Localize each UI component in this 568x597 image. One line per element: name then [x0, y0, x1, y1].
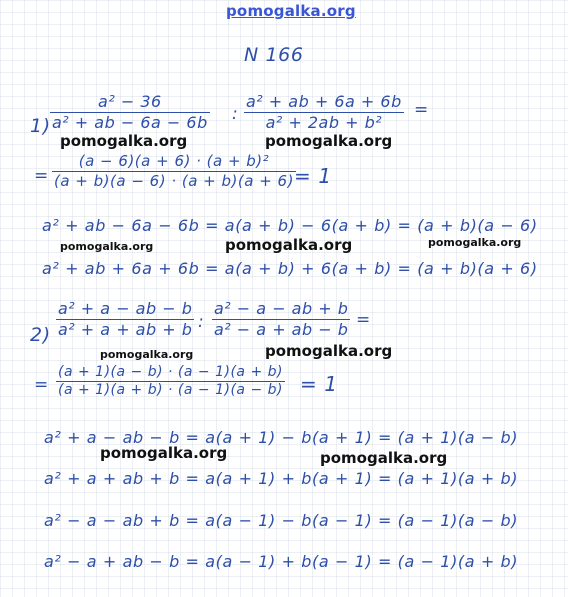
watermark: pomogalka.org: [100, 444, 228, 462]
part1-lead-equals: =: [34, 166, 49, 186]
part2-label: 2): [30, 324, 51, 346]
part1-equals-sign: =: [414, 100, 429, 120]
part1-result: = 1: [294, 164, 332, 188]
part2-result: = 1: [300, 372, 338, 396]
part1-factor-line-1: a² + ab − 6a − 6b = a(a + b) − 6(a + b) = (a + b)(a − 6): [42, 216, 538, 235]
part1-fraction-1: [50, 92, 210, 132]
part1-fraction-2: [244, 92, 404, 132]
problem-number: N 166: [244, 44, 304, 66]
part1-fraction-3: [52, 152, 296, 190]
part2-factor-line-3: a² − a − ab + b = a(a − 1) − b(a − 1) = (a − 1)(a − b): [44, 511, 519, 530]
watermark: pomogalka.org: [225, 236, 353, 254]
part2-factor-line-4: a² − a + ab − b = a(a − 1) + b(a − 1) = (a − 1)(a + b): [44, 552, 519, 571]
part1-divide-sign: :: [232, 104, 239, 124]
watermark: pomogalka.org: [320, 449, 448, 467]
part2-fraction-2: [212, 299, 350, 339]
part2-fraction-1: [56, 299, 194, 339]
part1-label: 1): [30, 115, 51, 137]
part2-lead-equals: =: [34, 375, 49, 395]
part2-factor-line-1: a² + a − ab − b = a(a + 1) − b(a + 1) = (a + 1)(a − b): [44, 428, 519, 447]
part1-fraction-3-numerator: (a − 6)(a + 6) · (a + b)²: [52, 152, 296, 172]
part1-fraction-3-denominator: (a + b)(a − 6) · (a + b)(a + 6): [54, 172, 294, 190]
part2-divide-sign: :: [198, 312, 205, 332]
watermark: pomogalka.org: [60, 240, 154, 253]
part1-factor-line-2: a² + ab + 6a + 6b = a(a + b) + 6(a + b) = (a + b)(a + 6): [42, 259, 538, 278]
part1-fraction-2-denominator: a² + 2ab + b²: [265, 113, 383, 132]
site-link[interactable]: pomogalka.org: [226, 2, 356, 20]
part2-fraction-3-denominator: (a + 1)(a + b) · (a − 1)(a − b): [58, 382, 283, 398]
part2-fraction-1-denominator: a² + a + ab + b: [58, 320, 193, 339]
part2-equals-sign: =: [356, 310, 371, 330]
part1-fraction-2-numerator: a² + ab + 6a + 6b: [246, 92, 402, 111]
part2-factor-line-2: a² + a + ab + b = a(a + 1) + b(a + 1) = (a + 1)(a + b): [44, 469, 519, 488]
part2-fraction-3: [56, 364, 285, 398]
watermark: pomogalka.org: [60, 132, 188, 150]
part2-fraction-2-numerator: a² − a − ab + b: [214, 299, 349, 318]
part1-fraction-1-denominator: a² + ab − 6a − 6b: [52, 113, 208, 132]
watermark: pomogalka.org: [265, 132, 393, 150]
part2-fraction-2-denominator: a² − a + ab − b: [214, 320, 349, 339]
watermark: pomogalka.org: [428, 236, 522, 249]
part2-fraction-1-numerator: a² + a − ab − b: [58, 299, 193, 318]
watermark: pomogalka.org: [100, 348, 194, 361]
part2-fraction-3-numerator: (a + 1)(a − b) · (a − 1)(a + b): [58, 364, 283, 380]
watermark: pomogalka.org: [265, 342, 393, 360]
part1-fraction-1-numerator: a² − 36: [50, 92, 210, 113]
